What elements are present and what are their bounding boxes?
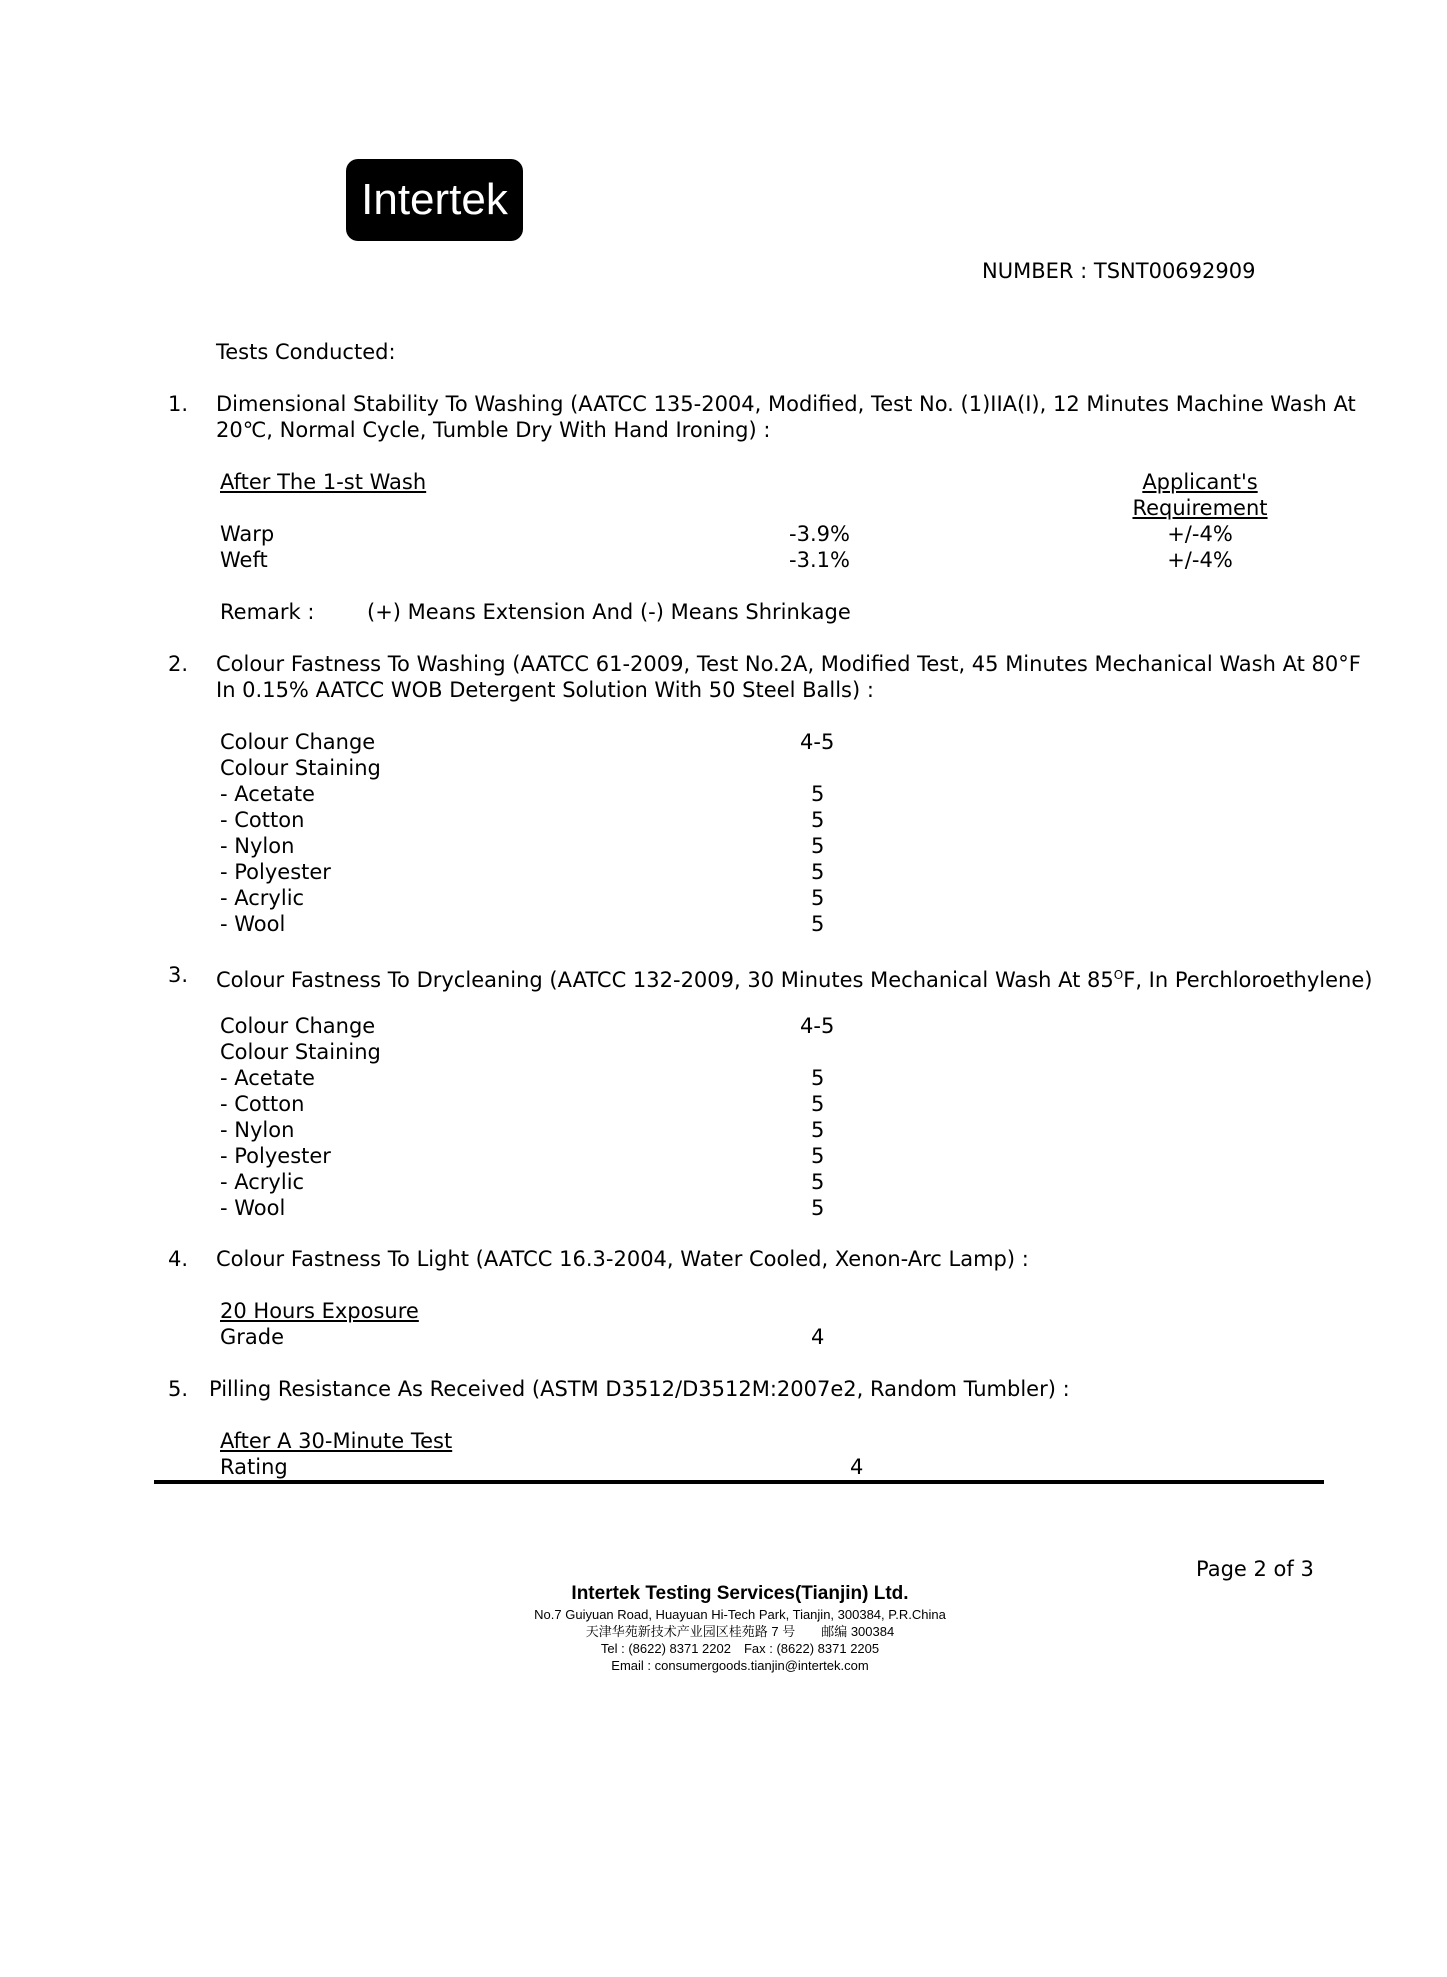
result-value: 5 <box>811 912 825 936</box>
result-row <box>220 885 1120 911</box>
remark-text: (+) Means Extension And (-) Means Shrinkage <box>367 600 851 624</box>
result-row <box>220 1039 1120 1065</box>
result-label: - Polyester <box>220 860 331 884</box>
result-label: - Polyester <box>220 1144 331 1168</box>
result-label: - Wool <box>220 912 286 936</box>
result-row <box>220 807 1120 833</box>
result-label: - Nylon <box>220 1118 295 1142</box>
result-label: - Nylon <box>220 834 295 858</box>
result-row <box>220 755 1120 781</box>
footer-address-cn: 天津华苑新技术产业园区桂苑路 7 号 邮编 300384 <box>585 1624 895 1639</box>
result-row <box>220 1065 1120 1091</box>
section-divider <box>154 1480 1324 1484</box>
degree-superscript: O <box>1113 968 1124 982</box>
result-label: - Wool <box>220 1196 286 1220</box>
remark-label: Remark : <box>220 600 315 624</box>
test-3-title-end: F, In Perchloroethylene) <box>1123 968 1373 992</box>
warp-value: -3.9% <box>789 522 850 546</box>
warp-requirement: +/-4% <box>1167 522 1233 546</box>
result-value: 4-5 <box>800 1014 835 1038</box>
test-4-title: Colour Fastness To Light (AATCC 16.3-2004, Water Cooled, Xenon-Arc Lamp) : <box>216 1247 1029 1271</box>
test-3-title-main: Colour Fastness To Drycleaning (AATCC 132-2009, 30 Minutes Mechanical Wash At 85 <box>216 968 1114 992</box>
result-label: - Acrylic <box>220 886 305 910</box>
weft-label: Weft <box>220 548 268 572</box>
test-3-number: 3. <box>168 963 189 987</box>
report-number: NUMBER : TSNT00692909 <box>982 259 1256 283</box>
result-row <box>220 1143 1120 1169</box>
result-value: 5 <box>811 782 825 806</box>
result-row <box>220 1091 1120 1117</box>
result-label: Colour Change <box>220 730 376 754</box>
result-label: - Acetate <box>220 1066 315 1090</box>
result-value: 5 <box>811 1092 825 1116</box>
result-row <box>220 859 1120 885</box>
weft-value: -3.1% <box>789 548 850 572</box>
result-label: - Acetate <box>220 782 315 806</box>
result-value: 5 <box>811 1196 825 1220</box>
result-row <box>220 781 1120 807</box>
result-label: Colour Change <box>220 1014 376 1038</box>
test-5-title: Pilling Resistance As Received (ASTM D3512/D3512M:2007e2, Random Tumbler) : <box>209 1377 1070 1401</box>
weft-requirement: +/-4% <box>1167 548 1233 572</box>
result-label: Colour Staining <box>220 756 381 780</box>
result-label: - Cotton <box>220 1092 305 1116</box>
grade-value: 4 <box>811 1325 825 1349</box>
warp-label: Warp <box>220 522 275 546</box>
test-4-subheading: 20 Hours Exposure <box>220 1299 419 1323</box>
result-value: 5 <box>811 1144 825 1168</box>
intertek-logo: Intertek <box>346 159 523 241</box>
rating-label: Rating <box>220 1455 288 1479</box>
result-row <box>220 1117 1120 1143</box>
result-row <box>220 833 1120 859</box>
test-1-title-cont: 20℃, Normal Cycle, Tumble Dry With Hand Ironing) : <box>216 418 771 442</box>
result-value: 5 <box>811 808 825 832</box>
test-4-number: 4. <box>168 1247 189 1271</box>
test-2-number: 2. <box>168 652 189 676</box>
footer-address: No.7 Guiyuan Road, Huayuan Hi-Tech Park, Tianjin, 300384, P.R.China <box>534 1607 946 1622</box>
grade-label: Grade <box>220 1325 285 1349</box>
result-row <box>220 1013 1120 1039</box>
result-row <box>220 911 1120 937</box>
footer-phone: Tel : (8622) 8371 2202 Fax : (8622) 8371 2205 <box>600 1641 880 1656</box>
footer-company: Intertek Testing Services(Tianjin) Ltd. <box>571 1583 909 1604</box>
tests-heading: Tests Conducted: <box>216 340 396 364</box>
result-value: 4-5 <box>800 730 835 754</box>
test-2-title: Colour Fastness To Washing (AATCC 61-2009, Test No.2A, Modified Test, 45 Minutes Mechanical Wash At 80°F <box>216 652 1361 676</box>
test-5-subheading: After A 30-Minute Test <box>220 1429 453 1453</box>
test-3-title <box>216 962 1372 993</box>
test-1-title: Dimensional Stability To Washing (AATCC 135-2004, Modified, Test No. (1)IIA(I), 12 Minutes Machine Wash At <box>216 392 1356 416</box>
rating-value: 4 <box>850 1455 864 1479</box>
test-1-subheading: After The 1-st Wash <box>220 470 427 494</box>
requirement-header-cont: Requirement <box>1132 496 1268 520</box>
result-row <box>220 1169 1120 1195</box>
result-label: - Cotton <box>220 808 305 832</box>
test-2-title-cont: In 0.15% AATCC WOB Detergent Solution With 50 Steel Balls) : <box>216 678 874 702</box>
result-row <box>220 729 1120 755</box>
footer-email: Email : consumergoods.tianjin@intertek.com <box>611 1658 869 1673</box>
page-number: Page 2 of 3 <box>1196 1557 1314 1581</box>
result-value: 5 <box>811 886 825 910</box>
result-row <box>220 1195 1120 1221</box>
result-value: 5 <box>811 834 825 858</box>
test-1-number: 1. <box>168 392 189 416</box>
requirement-header: Applicant's <box>1142 470 1258 494</box>
result-value: 5 <box>811 1118 825 1142</box>
test-5-number: 5. <box>168 1377 189 1401</box>
result-value: 5 <box>811 1066 825 1090</box>
result-label: - Acrylic <box>220 1170 305 1194</box>
result-value: 5 <box>811 860 825 884</box>
result-value: 5 <box>811 1170 825 1194</box>
result-label: Colour Staining <box>220 1040 381 1064</box>
